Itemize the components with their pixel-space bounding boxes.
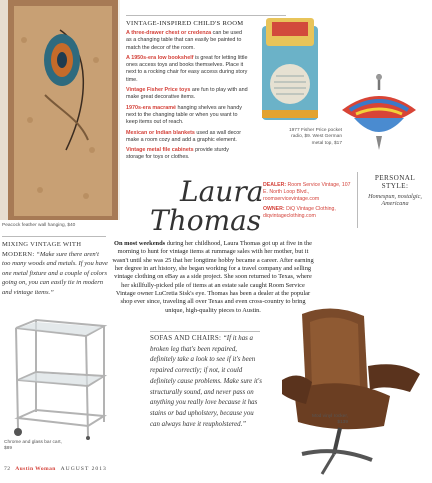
wall-hanging-caption: Peacock feather wall hanging, $40 (2, 223, 76, 228)
bar-cart-image (6, 318, 110, 440)
tip-item: A 1950s-era low bookshelf is great for letting little ones access toys and books themselves. Place it next to a rocking chair for easy access during story time. (126, 54, 248, 83)
sofas-rule (150, 331, 260, 332)
dealer-text: Room Service Vintage, 107 E. North Loop Blvd., roomservicevintage.com (263, 182, 351, 203)
dealer-label: DEALER: (263, 182, 287, 188)
style-divider (357, 172, 358, 228)
rocker-caption: Mod vinyl rocker, $139 (312, 414, 348, 426)
section-title: VINTAGE-INSPIRED CHILD'S ROOM (126, 20, 244, 27)
pullquote-mixing (2, 240, 108, 297)
bar-cart-caption: Chrome and glass bar cart, $89 (4, 440, 62, 452)
vinyl-rocker-image (272, 304, 428, 478)
tip-item: Vintage Fisher Price toys are fun to play with and make great decorative items. (126, 87, 248, 101)
owner-text: DiQ Vintage Clothing, diqvintageclothing.com (263, 206, 336, 220)
owner-label: OWNER: (263, 206, 285, 213)
body-text: during her childhood, Laura Thomas got up at five in the morning to hunt for vintage items at rummage sales with her mother, but it wasn't until she was 25 that her longtime hobby became a career. After earning her degree in art history, she began working for a travel company and selling vintage clothing on eBay as a side project. She soon returned to Texas, where her skillfully-picked pile of items at an estate sale caught Room Service Vintage owner LuCretia Sisk's eye. Thomas has been a dealer at the popular shop ever since, traveling all over Texas and even cross-country to bring unique, high-quality pieces to Austin. (112, 240, 314, 314)
dealer-info (263, 182, 353, 223)
tip-item: Vintage metal file cabinets provide sturdy storage for toys or clothes. (126, 147, 229, 161)
name-first: Laura (180, 175, 264, 208)
tip-item: Mexican or Indian blankets used as wall decor make a room cozy and add a graphic element. (126, 129, 242, 143)
tip-item: A three-drawer chest or credenza can be used as a changing table that can easily be painted to match the decor of the room. (126, 30, 243, 51)
personal-style (362, 174, 428, 207)
pullquote-lead: MIXING VINTAGE WITH MODERN: (2, 241, 82, 258)
page-number: 72 (4, 466, 11, 472)
tip-item: 1970s-era macramé hanging shelves are handy next to the changing table or when you want to keep items out of reach. (126, 104, 242, 126)
body-lead: On most weekends (114, 240, 166, 247)
sofas-lead: SOFAS AND CHAIRS: (150, 335, 222, 342)
sofas-text: “If it has a broken leg that's been repaired, definitely take a look to see if it's been repaired correctly; if not, it could definitely cause problems. Make sure it's structurally sound, and never pass on anything you really love because it has stains or bad upholstery, because you can always have it reupholstered.” (150, 335, 262, 428)
radio-caption: 1977 Fisher Price pocket radio, $9. West German metal top, $17 (288, 128, 342, 146)
name-last: Thomas (150, 204, 262, 237)
name-heading (150, 175, 264, 237)
spinning-top-image (336, 74, 422, 154)
pullquote-text: “Make sure there aren't too many woods and metals. If you have one metal fixture and a couple of colors going on, you can easily tie in modern and vintage items.” (2, 250, 108, 296)
issue-date: AUGUST 2013 (60, 466, 107, 472)
tips-list (126, 30, 248, 162)
vintage-tips-section (126, 20, 248, 165)
pocket-radio-image (256, 14, 328, 126)
magazine-name: Austin Woman (15, 466, 56, 472)
personal-style-label: PERSONAL STYLE: (374, 174, 416, 190)
pullquote-rule (2, 236, 106, 237)
pullquote-sofas (150, 334, 262, 430)
personal-style-value: Homespun, nostalgic, Americana (368, 193, 422, 207)
page-footer (4, 466, 107, 472)
wall-hanging-image (0, 0, 120, 220)
